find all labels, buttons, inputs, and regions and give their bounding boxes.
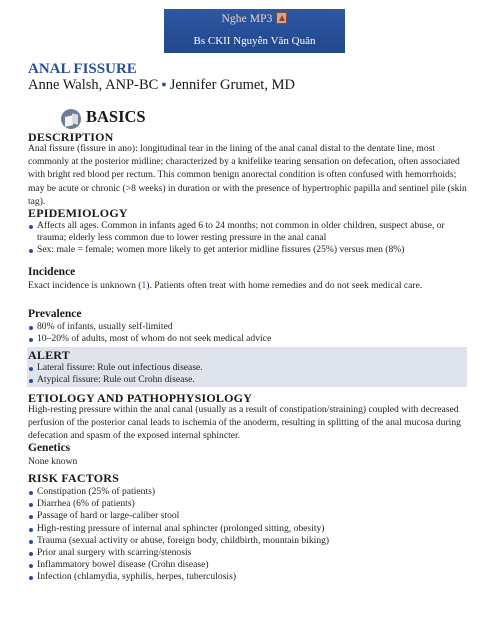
header-banner [164, 9, 345, 53]
list-item: Infection (chlamydia, syphilis, herpes, tuberculosis) [28, 571, 468, 583]
list-item: Lateral fissure: Rule out infectious disease. [28, 362, 468, 374]
reference-link[interactable]: 1 [141, 280, 147, 291]
alert-heading: ALERT [28, 348, 70, 362]
list-item: Passage of hard or large-caliber stool [28, 510, 468, 522]
list-item: Inflammatory bowel disease (Crohn disease) [28, 559, 468, 571]
etiology-heading: ETIOLOGY AND PATHOPHYSIOLOGY [28, 391, 253, 405]
banner-line-1-text: Nghe MP3 [221, 13, 273, 25]
genetics-text: None known [28, 456, 78, 467]
incidence-heading: Incidence [28, 266, 76, 278]
list-item: Constipation (25% of patients) [28, 486, 468, 498]
list-item: High-resting pressure of internal anal sphincter (prolonged sitting, obesity) [28, 523, 468, 535]
list-item: Prior anal surgery with scarring/stenosis [28, 547, 468, 559]
list-item: Sex: male = female; women more likely to get anterior midline fissures (25%) versus men (8%) [28, 244, 468, 256]
prevalence-list [28, 321, 468, 345]
alert-list [28, 362, 468, 386]
incidence-text-end: ). Patients often treat with home remedies and do not seek medical care. [146, 280, 423, 291]
book-icon [61, 109, 81, 129]
etiology-text: High-resting pressure within the anal canal (usually as a result of constipation/straining) coupled with decreased perfusion of the posterior canal leads to ischemia of the anoderm, resulting in splitting of the anal mucosa during defecation and spasm of the exposed internal sphincter. [28, 404, 461, 442]
description-heading: DESCRIPTION [28, 130, 114, 144]
list-item: Diarrhea (6% of patients) [28, 498, 468, 510]
list-item: Affects all ages. Common in infants aged 6 to 24 months; not common in older children, suspect abuse, or trauma; elderly less common due to lower resting pressure in the anal canal [28, 220, 468, 244]
document-title: ANAL FISSURE [28, 61, 137, 77]
list-item: Atypical fissure: Rule out Crohn disease. [28, 374, 468, 386]
prevalence-heading: Prevalence [28, 308, 82, 320]
author-1: Anne Walsh, ANP-BC [28, 77, 159, 93]
risk-factors-heading: RISK FACTORS [28, 471, 119, 485]
banner-line-2: Bs CKII Nguyễn Văn Quân [193, 35, 316, 47]
description-text: Anal fissure (fissure in ano): longitudinal tear in the lining of the anal canal distal to the dentate line, most commonly at the posterior midline; characterized by a knifelike tearing sensation on defecation, often associated with bright red blood per rectum. This common benign anorectal condition is often confused with hemorrhoids; may be acute or chronic (>8 weeks) in duration or with the presence of hypertrophic papilla and sentinel pile (skin tag). [28, 143, 467, 207]
section-title: BASICS [86, 107, 146, 126]
author-separator: ● [161, 79, 167, 89]
authors [28, 77, 295, 94]
incidence-text [28, 279, 468, 292]
epidemiology-heading: EPIDEMIOLOGY [28, 206, 128, 220]
incidence-text-start: Exact incidence is unknown ( [28, 280, 142, 291]
bell-icon [276, 12, 287, 24]
list-item: 10–20% of adults, most of whom do not seek medical advice [28, 333, 468, 345]
risk-factors-list [28, 486, 468, 584]
list-item: 80% of infants, usually self-limited [28, 321, 468, 333]
epidemiology-list [28, 220, 468, 257]
list-item: Trauma (sexual activity or abuse, foreign body, childbirth, mountain biking) [28, 535, 468, 547]
genetics-heading: Genetics [28, 442, 71, 454]
author-2: Jennifer Grumet, MD [169, 77, 295, 93]
banner-line-1 [164, 12, 345, 25]
